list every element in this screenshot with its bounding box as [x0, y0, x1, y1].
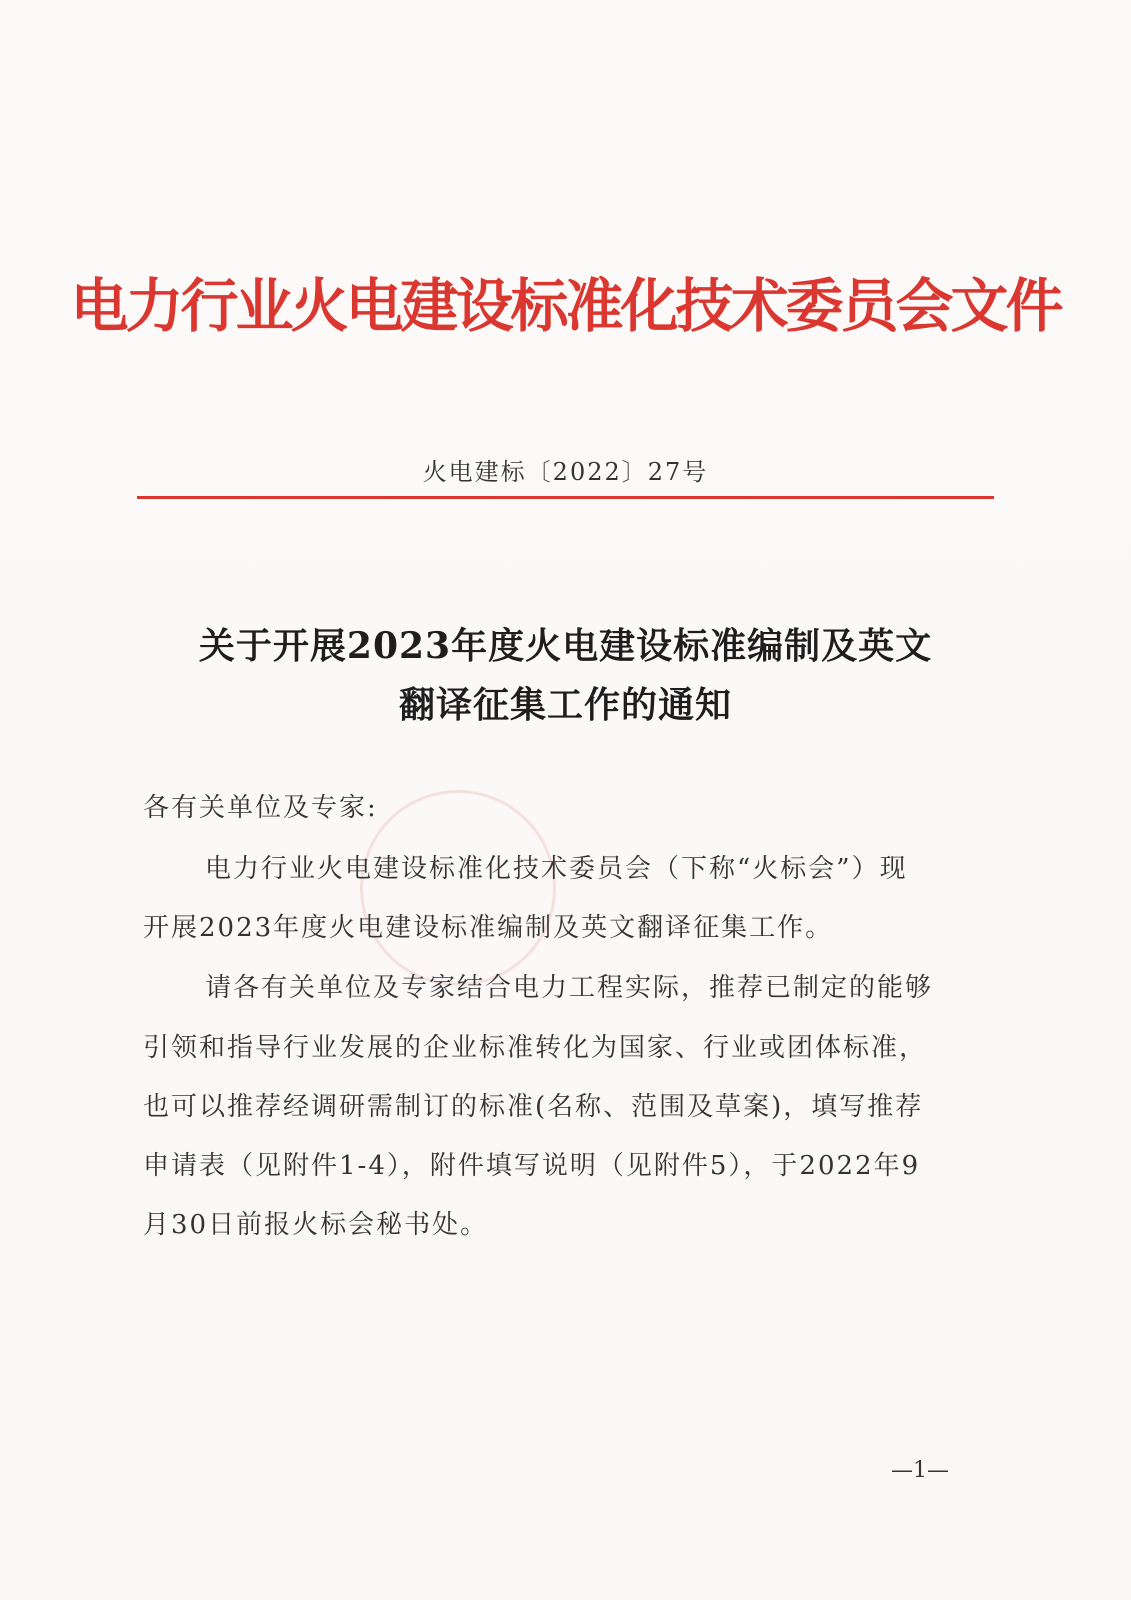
notice-title-line-2: 翻译征集工作的通知 [398, 684, 732, 726]
notice-title-line-1: 关于开展2023年度火电建设标准编制及英文 [198, 625, 933, 667]
red-divider-line [137, 496, 994, 499]
paragraph-2-line-1: 请各有关单位及专家结合电力工程实际，推荐已制定的能够 [205, 973, 934, 1003]
paragraph-2-line-4: 申请表（见附件1-4），附件填写说明（见附件5），于2022年9 [143, 1151, 921, 1181]
document-header-title: 电力行业火电建设标准化技术委员会文件 [70, 272, 1061, 340]
salutation: 各有关单位及专家: [143, 793, 378, 823]
paragraph-1-line-2: 开展2023年度火电建设标准编制及英文翻译征集工作。 [143, 913, 834, 943]
document-number: 火电建标〔2022〕27号 [422, 458, 709, 486]
paragraph-2-line-5: 月30日前报火标会秘书处。 [143, 1210, 489, 1240]
paragraph-1-line-1: 电力行业火电建设标准化技术委员会（下称“火标会”）现 [205, 854, 908, 884]
page-number: —1— [891, 1458, 949, 1483]
paragraph-2-line-2: 引领和指导行业发展的企业标准转化为国家、行业或团体标准， [143, 1033, 928, 1063]
paragraph-2-line-3: 也可以推荐经调研需制订的标准(名称、范围及草案)，填写推荐 [143, 1092, 924, 1122]
